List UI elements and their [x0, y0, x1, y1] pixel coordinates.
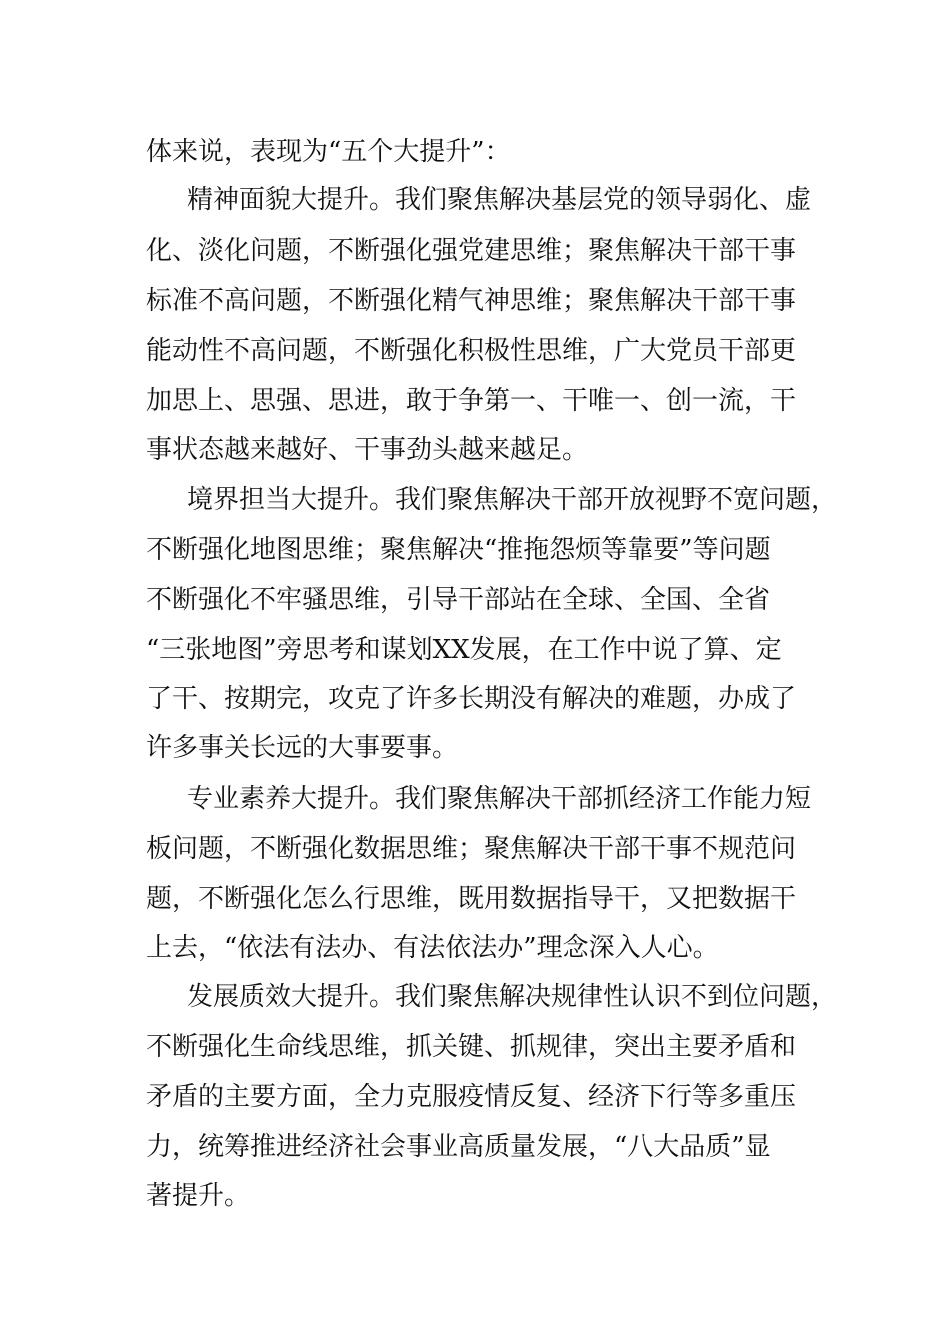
paragraph-first-line: 境界担当大提升。我们聚焦解决干部开放视野不宽问题，	[187, 485, 838, 515]
text-line: 标准不高问题，不断强化精气神思维；聚焦解决干部干事	[146, 286, 797, 316]
text-line: 矛盾的主要方面，全力克服疫情反复、经济下行等多重压	[146, 1082, 797, 1112]
text-line: 化、淡化问题，不断强化强党建思维；聚焦解决干部干事	[146, 236, 797, 266]
paragraph-first-line: 发展质效大提升。我们聚焦解决规律性认识不到位问题，	[187, 982, 838, 1012]
text-line: 板问题，不断强化数据思维；聚焦解决干部干事不规范问	[146, 834, 797, 864]
text-line: 力，统筹推进经济社会事业高质量发展，“八大品质”显	[146, 1132, 771, 1162]
text-line: 不断强化不牢骚思维，引导干部站在全球、全国、全省	[146, 585, 771, 615]
text-line: 著提升。	[146, 1181, 251, 1211]
paragraph-first-line: 精神面貌大提升。我们聚焦解决基层党的领导弱化、虚	[187, 185, 812, 215]
text-line: 不断强化生命线思维，抓关键、抓规律，突出主要矛盾和	[146, 1032, 797, 1062]
text-line: “三张地图”旁思考和谋划XX发展，在工作中说了算、定	[146, 635, 782, 665]
text-line: 加思上、思强、思进，敢于争第一、干唯一、创一流，干	[146, 386, 797, 416]
text-line: 上去，“依法有法办、有法依法办”理念深入人心。	[146, 933, 719, 963]
text-line: 能动性不高问题，不断强化积极性思维，广大党员干部更	[146, 336, 797, 366]
text-line: 许多事关长远的大事要事。	[146, 733, 459, 763]
paragraph-first-line: 专业素养大提升。我们聚焦解决干部抓经济工作能力短	[187, 784, 812, 814]
text-line: 题，不断强化怎么行思维，既用数据指导干，又把数据干	[146, 884, 797, 914]
text-line: 体来说，表现为“五个大提升”：	[146, 137, 511, 167]
text-line: 事状态越来越好、干事劲头越来越足。	[146, 435, 589, 465]
text-line: 不断强化地图思维；聚焦解决“推拖怨烦等靠要”等问题	[146, 535, 771, 565]
text-line: 了干、按期完，攻克了许多长期没有解决的难题，办成了	[146, 684, 797, 714]
